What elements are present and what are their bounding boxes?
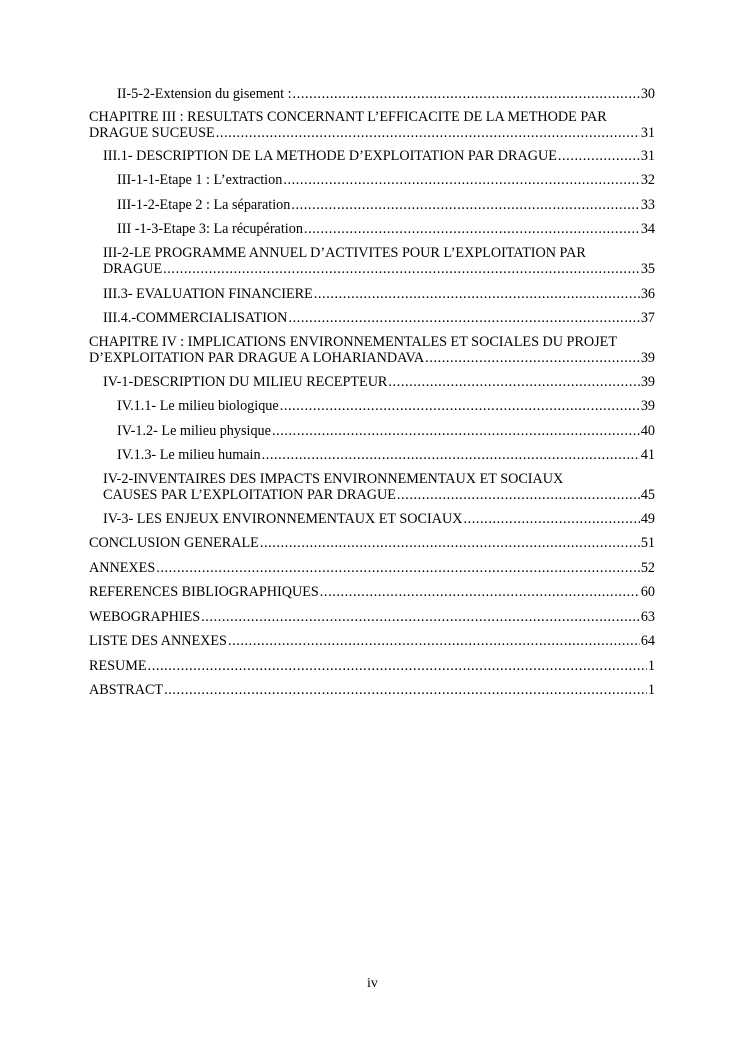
dot-leader [163, 261, 640, 278]
dot-leader [272, 423, 640, 440]
toc-page-number: 33 [640, 196, 655, 213]
table-of-contents [89, 86, 655, 699]
dot-leader [463, 511, 639, 528]
dot-leader [388, 374, 639, 391]
toc-page-number: 39 [640, 373, 655, 390]
toc-entry[interactable] [117, 221, 655, 238]
dot-leader [156, 560, 640, 577]
dot-leader [320, 584, 640, 601]
toc-entry-title: III -1-3-Etape 3: La récupération [117, 221, 303, 237]
toc-entry-title: ANNEXES [89, 559, 156, 576]
toc-entry[interactable] [117, 398, 655, 415]
toc-page-number: 31 [640, 125, 655, 141]
toc-page-number: 1 [647, 657, 655, 674]
toc-entry[interactable] [103, 471, 655, 504]
dot-leader [425, 350, 640, 367]
toc-page-number: 30 [640, 86, 655, 102]
toc-entry-title: DRAGUE [103, 261, 163, 277]
dot-leader [558, 148, 640, 165]
dot-leader [293, 86, 640, 103]
toc-entry-title: CONCLUSION GENERALE [89, 535, 259, 551]
dot-leader [314, 286, 640, 303]
dot-leader [262, 447, 640, 464]
toc-entry-title: CAUSES PAR L’EXPLOITATION PAR DRAGUE [103, 487, 396, 503]
toc-page-number: 45 [640, 487, 655, 503]
toc-entry[interactable] [103, 374, 655, 391]
toc-entry-title: III.4.-COMMERCIALISATION [103, 310, 288, 326]
page-number: iv [367, 976, 378, 991]
toc-entry-title: II-5-2-Extension du gisement : [117, 86, 292, 102]
toc-page-number: 49 [640, 510, 655, 527]
toc-page-number: 52 [640, 559, 655, 576]
toc-entry-title: LISTE DES ANNEXES [89, 633, 227, 649]
toc-entry-title: CHAPITRE III : RESULTATS CONCERNANT L’EFFICACITE DE LA METHODE PAR [89, 108, 607, 125]
dot-leader [304, 221, 640, 238]
dot-leader [280, 398, 640, 415]
toc-entry[interactable] [103, 245, 655, 278]
toc-page-number: 34 [640, 221, 655, 237]
toc-entry-title: III-1-1-Etape 1 : L’extraction [117, 172, 283, 188]
toc-entry[interactable] [103, 511, 655, 528]
toc-entry[interactable] [117, 447, 655, 464]
toc-entry-title: III-2-LE PROGRAMME ANNUEL D’ACTIVITES POUR L’EXPLOITATION PAR [103, 244, 586, 261]
toc-entry[interactable] [117, 86, 655, 103]
toc-entry[interactable] [89, 109, 655, 142]
toc-entry-title: IV.1.3- Le milieu humain [117, 447, 261, 463]
toc-entry[interactable] [103, 286, 655, 303]
toc-entry-title: IV-3- LES ENJEUX ENVIRONNEMENTAUX ET SOCIAUX [103, 510, 463, 527]
toc-page-number: 40 [640, 422, 655, 439]
toc-entry-title: IV-1-DESCRIPTION DU MILIEU RECEPTEUR [103, 373, 388, 390]
toc-page-number: 64 [640, 633, 655, 649]
toc-entry[interactable] [89, 535, 655, 552]
toc-page-number: 60 [640, 584, 655, 600]
toc-entry[interactable] [89, 334, 655, 367]
dot-leader [291, 197, 639, 214]
toc-page-number: 36 [640, 285, 655, 302]
toc-entry-title: D’EXPLOITATION PAR DRAGUE A LOHARIANDAVA [89, 350, 425, 366]
dot-leader [148, 658, 647, 675]
toc-entry[interactable] [117, 197, 655, 214]
toc-page-number: 1 [647, 682, 655, 698]
toc-page-number: 41 [640, 447, 655, 463]
toc-page-number: 39 [640, 398, 655, 414]
dot-leader [228, 633, 640, 650]
toc-entry[interactable] [117, 423, 655, 440]
toc-entry-title: IV-1.2- Le milieu physique [117, 422, 271, 439]
dot-leader [216, 125, 640, 142]
dot-leader [164, 682, 647, 699]
toc-entry[interactable] [89, 609, 655, 626]
dot-leader [397, 487, 640, 504]
toc-entry-title: ABSTRACT [89, 682, 164, 698]
toc-entry-title: IV-2-INVENTAIRES DES IMPACTS ENVIRONNEMENTAUX ET SOCIAUX [103, 470, 564, 487]
toc-page-number: 32 [640, 172, 655, 188]
toc-entry[interactable] [89, 584, 655, 601]
toc-entry-title: III.3- EVALUATION FINANCIERE [103, 285, 313, 302]
toc-entry[interactable] [89, 658, 655, 675]
toc-entry[interactable] [103, 310, 655, 327]
toc-entry-title: REFERENCES BIBLIOGRAPHIQUES [89, 584, 319, 600]
toc-entry-title: IV.1.1- Le milieu biologique [117, 398, 279, 414]
toc-page-number: 39 [640, 350, 655, 366]
toc-entry-title: DRAGUE SUCEUSE [89, 125, 215, 141]
toc-entry[interactable] [89, 633, 655, 650]
toc-entry-title: CHAPITRE IV : IMPLICATIONS ENVIRONNEMENTALES ET SOCIALES DU PROJET [89, 333, 618, 350]
toc-page-number: 31 [640, 147, 655, 164]
dot-leader [283, 172, 639, 189]
toc-entry-title: III-1-2-Etape 2 : La séparation [117, 196, 291, 213]
dot-leader [201, 609, 640, 626]
toc-entry[interactable] [89, 682, 655, 699]
toc-entry-title: WEBOGRAPHIES [89, 608, 201, 625]
toc-entry[interactable] [89, 560, 655, 577]
toc-page-number: 51 [640, 535, 655, 551]
toc-entry-title: III.1- DESCRIPTION DE LA METHODE D’EXPLOITATION PAR DRAGUE [103, 147, 557, 164]
toc-page-number: 37 [640, 310, 655, 326]
dot-leader [260, 535, 640, 552]
toc-entry-title: RESUME [89, 657, 147, 674]
toc-page-number: 63 [640, 608, 655, 625]
toc-page-number: 35 [640, 261, 655, 277]
toc-entry[interactable] [117, 172, 655, 189]
toc-entry[interactable] [103, 148, 655, 165]
dot-leader [288, 310, 639, 327]
